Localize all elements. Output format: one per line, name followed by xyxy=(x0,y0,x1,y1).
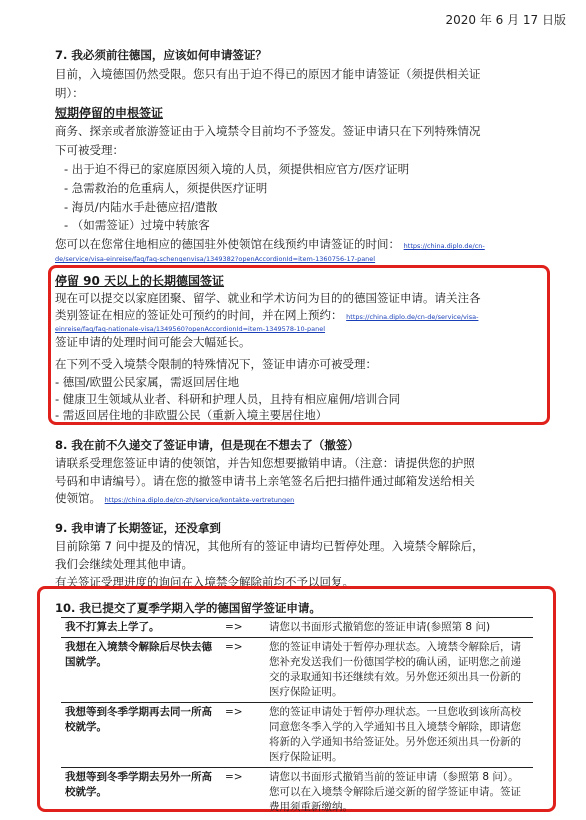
short-stay-bullet: - 急需救治的危重病人，须提供医疗证明 xyxy=(64,181,268,195)
table-row xyxy=(61,638,533,703)
arrow-cell: => xyxy=(221,618,265,638)
q9-text-line2: 我们会继续处理其他申请。 xyxy=(55,557,193,571)
table-row xyxy=(61,768,533,818)
short-stay-text-line2: 下可被受理： xyxy=(55,143,124,157)
case-cell: 我想等到冬季学期再去同一所高校就学。 xyxy=(61,703,221,768)
appointment-text-label: 您可以在您常住地相应的德国驻外使领馆在线预约申请签证的时间： xyxy=(55,237,400,251)
q8-text-line2: 号码和申请编号）。请在您的撤签申请书上亲笔签名后把扫描件通过邮箱发送给相关 xyxy=(55,474,475,488)
short-stay-bullet: - （如需签证）过境中转旅客 xyxy=(64,218,210,232)
long-stay-text-line2 xyxy=(55,306,478,327)
short-stay-text-line1: 商务、探亲或者旅游签证由于入境禁令目前均不予签发。签证申请只在下列特殊情况 xyxy=(55,124,481,138)
answer-cell: 请您以书面形式撤销当前的签证申请（参照第 8 问）。您可以在入境禁令解除后递交新的留学签证申请。签证费用须重新缴纳。 xyxy=(265,768,533,818)
q8-text-label: 使领馆。 xyxy=(55,491,101,505)
q8-title: 8. 我在前不久递交了签证申请，但是现在不想去了（撤签） xyxy=(55,438,359,452)
long-stay-bullet: - 德国/欧盟公民家属，需返回居住地 xyxy=(55,375,240,389)
q10-title: 10. 我已提交了夏季学期入学的德国留学签证申请。 xyxy=(55,601,321,615)
edition-date: 2020 年 6 月 17 日版 xyxy=(445,13,566,27)
arrow-cell: => xyxy=(221,768,265,818)
q7-title: 7. 我必须前往德国，应该如何申请签证？ xyxy=(55,48,267,62)
answer-cell: 请您以书面形式撤销您的签证申请(参照第 8 问) xyxy=(265,618,533,638)
q8-text-line3 xyxy=(55,489,294,510)
short-stay-bullet: - 出于迫不得已的家庭原因须入境的人员，须提供相应官方/医疗证明 xyxy=(64,162,410,176)
answer-cell: 您的签证申请处于暂停办理状态。入境禁令解除后，请您补充发送我们一份德国学校的确认函，证明您之前递交的录取通知书还继续有效。另外您还须出具一份新的医疗保险证明。 xyxy=(265,638,533,703)
case-cell: 我想等到冬季学期去另外一所高校就学。 xyxy=(61,768,221,818)
appointment-link-part1[interactable]: https://china.diplo.de/cn- xyxy=(403,242,485,250)
long-stay-text-label: 类别签证在相应的签证处可预约的时间，并在网上预约： xyxy=(55,308,343,322)
short-stay-heading: 短期停留的申根签证 xyxy=(55,106,164,120)
long-stay-bullet: - 需返回居住地的非欧盟公民（重新入境主要居住地） xyxy=(55,408,328,422)
arrow-cell: => xyxy=(221,703,265,768)
q9-title: 9. 我申请了长期签证，还没拿到 xyxy=(55,521,221,535)
case-cell: 我不打算去上学了。 xyxy=(61,618,221,638)
answer-cell: 您的签证申请处于暂停办理状态。一旦您收到该所高校同意您冬季入学的入学通知书且入境禁令解除，即请您将新的入学通知书给签证处。另外您还须出具一份新的医疗保险证明。 xyxy=(265,703,533,768)
long-stay-link-part1[interactable]: https://china.diplo.de/cn-de/service/visa- xyxy=(346,313,479,321)
arrow-cell: => xyxy=(221,638,265,703)
short-stay-bullet: - 海员/内陆水手赴德应招/遣散 xyxy=(64,200,218,214)
appointment-link-part2[interactable]: de/service/visa-einreise/faq/faq-schengenvisa/1349382?openAccordionId=item-1360756-17-panel xyxy=(55,255,376,263)
q8-contacts-link[interactable]: https://china.diplo.de/cn-zh/service/kontakte-vertretungen xyxy=(104,496,295,504)
table-row xyxy=(61,618,533,638)
long-stay-bullet: - 健康卫生领域从业者、科研和护理人员，且持有相应雇佣/培训合同 xyxy=(55,392,401,406)
q9-text-line3: 有关签证受理进度的询问在入境禁令解除前均不予以回复。 xyxy=(55,575,354,589)
long-stay-text-line1: 现在可以提交以家庭团聚、留学、就业和学术访问为目的的德国签证申请。请关注各 xyxy=(55,291,481,305)
q7-intro-line2: 明）： xyxy=(55,86,84,100)
long-stay-heading: 停留 90 天以上的长期德国签证 xyxy=(55,274,225,288)
appointment-text xyxy=(55,235,485,256)
q10-table xyxy=(61,617,533,817)
q7-intro-line1: 目前，入境德国仍然受限。您只有出于迫不得已的原因才能申请签证（须提供相关证 xyxy=(55,67,481,81)
long-stay-text-line3: 签证申请的处理时间可能会大幅延长。 xyxy=(55,335,251,349)
q8-text-line1: 请联系受理您签证申请的使领馆，并告知您想要撤销申请。（注意：请提供您的护照 xyxy=(55,456,475,470)
long-stay-text-line4: 在下列不受入境禁令限制的特殊情况下，签证申请亦可被受理： xyxy=(55,357,377,371)
table-row xyxy=(61,703,533,768)
case-cell: 我想在入境禁令解除后尽快去德国就学。 xyxy=(61,638,221,703)
long-stay-link-part2[interactable]: einreise/faq/faq-nationale-visa/1349560?openAccordionId=item-1349578-10-panel xyxy=(55,325,326,333)
q9-text-line1: 目前除第 7 问中提及的情况，其他所有的签证申请均已暂停处理。入境禁令解除后， xyxy=(55,539,484,553)
